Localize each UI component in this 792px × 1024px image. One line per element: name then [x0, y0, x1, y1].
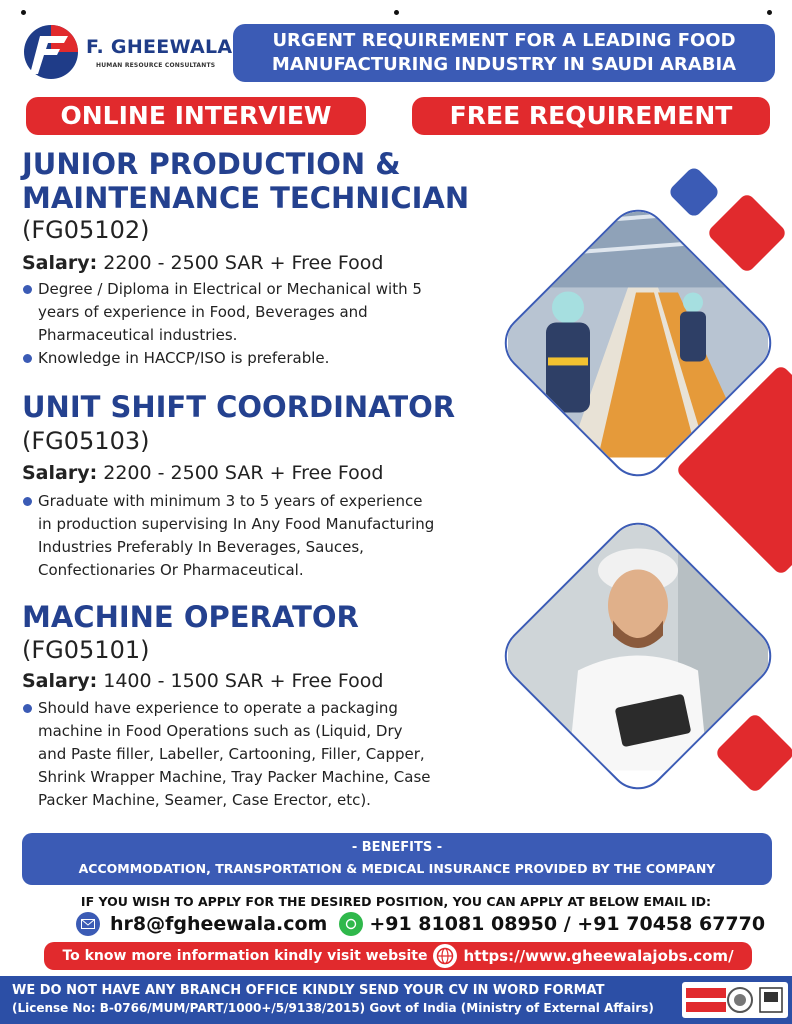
headline-line-2: MANUFACTURING INDUSTRY IN SAUDI ARABIA — [271, 54, 737, 75]
apply-instructions: IF YOU WISH TO APPLY FOR THE DESIRED POSITION, YOU CAN APPLY AT BELOW EMAIL ID: — [80, 894, 712, 909]
job-2-code: (FG05103) — [22, 427, 150, 455]
benefits-banner — [22, 833, 772, 885]
brand-name: F. GHEEWALA — [86, 36, 233, 58]
decor-square-red-3 — [714, 712, 792, 794]
headline-banner — [233, 24, 775, 82]
company-logo — [20, 22, 235, 82]
bullet-line: Confectionaries Or Pharmaceutical. — [38, 561, 304, 579]
email-icon — [76, 912, 100, 936]
list-item — [22, 697, 502, 812]
salary-value: 1400 - 1500 SAR + Free Food — [103, 670, 384, 692]
website-prompt: To know more information kindly visit website — [62, 948, 428, 964]
certification-badges — [682, 982, 788, 1018]
list-item — [22, 490, 522, 582]
bullet-line: Should have experience to operate a packaging — [38, 699, 398, 717]
salary-label: Salary: — [22, 462, 98, 484]
brand-tagline: HUMAN RESOURCE CONSULTANTS — [96, 62, 216, 69]
salary-value: 2200 - 2500 SAR + Free Food — [103, 462, 384, 484]
benefits-detail: ACCOMMODATION, TRANSPORTATION & MEDICAL INSURANCE PROVIDED BY THE COMPANY — [78, 861, 716, 876]
footer-license: (License No: B-0766/MUM/PART/1000+/5/9138/2015) Govt of India (Ministry of External Affairs) — [12, 1001, 654, 1015]
bullet-line: Knowledge in HACCP/ISO is preferable. — [38, 349, 330, 367]
job-3-salary — [22, 669, 383, 693]
headline-line-1: URGENT REQUIREMENT FOR A LEADING FOOD — [272, 30, 736, 51]
salary-label: Salary: — [22, 670, 98, 692]
contact-row — [76, 909, 765, 939]
email-link[interactable]: hr8@fgheewala.com — [110, 913, 328, 935]
job-2-title: UNIT SHIFT COORDINATOR — [22, 390, 456, 424]
job-1-title-line-2: MAINTENANCE TECHNICIAN — [22, 181, 470, 215]
job-1-salary — [22, 251, 383, 275]
bullet-line: Industries Preferably In Beverages, Sauces, — [38, 538, 364, 556]
online-interview-tag: ONLINE INTERVIEW — [26, 97, 366, 135]
job-2-requirements — [22, 490, 522, 582]
whatsapp-icon — [339, 912, 363, 936]
list-item — [22, 278, 492, 347]
bullet-line: in production supervising In Any Food Manufacturing — [38, 515, 435, 533]
salary-label: Salary: — [22, 252, 98, 274]
job-1-requirements — [22, 278, 492, 370]
worker-scene-icon — [508, 510, 768, 770]
certification-logos-icon — [682, 982, 788, 1018]
job-1-code: (FG05102) — [22, 216, 150, 244]
bullet-line: Shrink Wrapper Machine, Tray Packer Machine, Case — [38, 768, 431, 786]
gheewala-logo-icon — [20, 22, 82, 82]
job-3-requirements — [22, 697, 502, 812]
decor-square-blue — [667, 165, 721, 219]
decor-square-red-1 — [706, 192, 788, 274]
bullet-line: Degree / Diploma in Electrical or Mechanical with 5 — [38, 280, 422, 298]
job-3-title: MACHINE OPERATOR — [22, 600, 359, 634]
salary-value: 2200 - 2500 SAR + Free Food — [103, 252, 384, 274]
website-banner — [44, 942, 752, 970]
job-3-code: (FG05101) — [22, 636, 150, 664]
bullet-line: Graduate with minimum 3 to 5 years of experience — [38, 492, 423, 510]
bullet-line: and Paste filler, Labeller, Cartooning, Filler, Capper, — [38, 745, 425, 763]
phone-numbers[interactable]: +91 81081 08950 / +91 70458 67770 — [369, 913, 766, 935]
bullet-line: Packer Machine, Seamer, Case Erector, etc). — [38, 791, 371, 809]
free-requirement-tag: FREE REQUIREMENT — [412, 97, 770, 135]
benefits-title: - BENEFITS - — [351, 840, 443, 855]
bullet-line: years of experience in Food, Beverages and — [38, 303, 368, 321]
job-1-title-line-1: JUNIOR PRODUCTION & — [22, 147, 401, 181]
footer-notice: WE DO NOT HAVE ANY BRANCH OFFICE KINDLY SEND YOUR CV IN WORD FORMAT — [12, 983, 605, 998]
bullet-line: machine in Food Operations such as (Liquid, Dry — [38, 722, 403, 740]
job-2-salary — [22, 461, 383, 485]
bullet-line: Pharmaceutical industries. — [38, 326, 238, 344]
globe-icon — [433, 944, 457, 968]
list-item — [22, 347, 492, 370]
website-link[interactable]: https://www.gheewalajobs.com/ — [463, 947, 734, 965]
footer-bar — [0, 976, 792, 1024]
